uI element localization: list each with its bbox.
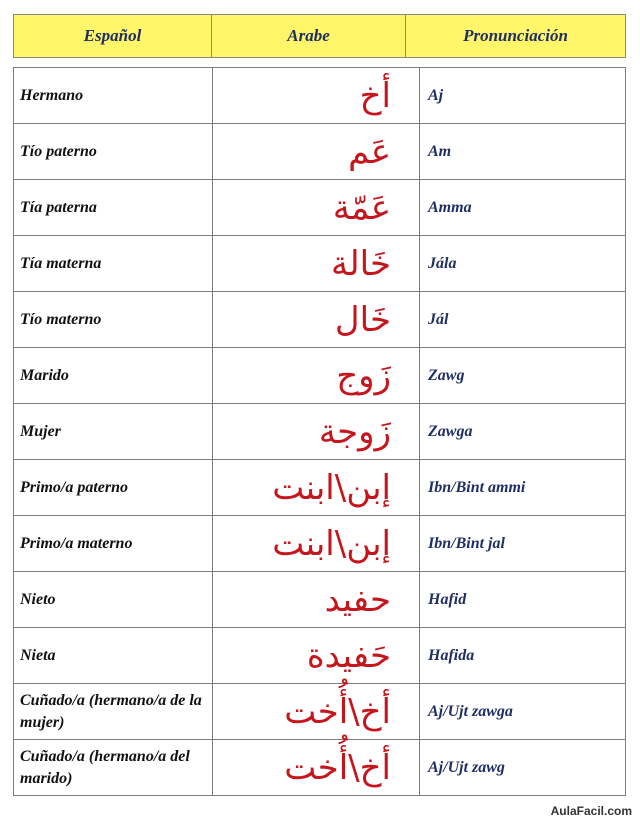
pronunciation: Amma [420,180,626,236]
header-espanol: Español [14,15,212,58]
spanish-word: Hermano [14,68,213,124]
spanish-word: Primo/a materno [14,516,213,572]
pronunciation: Jál [420,292,626,348]
arabic-word: حَفيدة [213,628,420,684]
pronunciation: Jála [420,236,626,292]
spanish-word: Nieta [14,628,213,684]
arabic-word: أخ\أُخت [213,740,420,796]
table-row [14,684,626,740]
header-row [13,14,626,58]
header-pronunciacion: Pronunciación [406,15,626,58]
table-row [14,180,626,236]
table-row [14,516,626,572]
header-arabe: Arabe [212,15,406,58]
pronunciation: Ibn/Bint jal [420,516,626,572]
table-row [14,628,626,684]
table-row [14,740,626,796]
pronunciation: Ibn/Bint ammi [420,460,626,516]
table-row [14,460,626,516]
arabic-word: عَم [213,124,420,180]
pronunciation: Aj/Ujt zawga [420,684,626,740]
pronunciation: Zawg [420,348,626,404]
spanish-word: Mujer [14,404,213,460]
arabic-word: أخ\أُخت [213,684,420,740]
pronunciation: Aj [420,68,626,124]
table-row [14,124,626,180]
table-row [14,348,626,404]
table-row [14,236,626,292]
arabic-word: خَال [213,292,420,348]
spanish-word: Nieto [14,572,213,628]
arabic-word: حفيد [213,572,420,628]
table-row [14,572,626,628]
pronunciation: Hafida [420,628,626,684]
spanish-word: Tía materna [14,236,213,292]
spanish-word: Cuñado/a (hermano/a de la mujer) [14,684,213,740]
spanish-word: Primo/a paterno [14,460,213,516]
vocabulary-table [13,67,626,796]
pronunciation: Am [420,124,626,180]
spanish-word: Tío materno [14,292,213,348]
table-row [14,68,626,124]
pronunciation: Hafid [420,572,626,628]
arabic-word: زَوج [213,348,420,404]
pronunciation: Zawga [420,404,626,460]
arabic-word: إبن\ابنت [213,516,420,572]
brand-logo-text: AulaFacil.com [550,804,632,818]
arabic-word: زَوجة [213,404,420,460]
table-row [14,292,626,348]
arabic-word: عَمّة [213,180,420,236]
spanish-word: Marido [14,348,213,404]
spanish-word: Cuñado/a (hermano/a del marido) [14,740,213,796]
spanish-word: Tía paterna [14,180,213,236]
arabic-word: خَالة [213,236,420,292]
arabic-word: إبن\ابنت [213,460,420,516]
table-row [14,404,626,460]
pronunciation: Aj/Ujt zawg [420,740,626,796]
arabic-word: أخ [213,68,420,124]
spanish-word: Tío paterno [14,124,213,180]
